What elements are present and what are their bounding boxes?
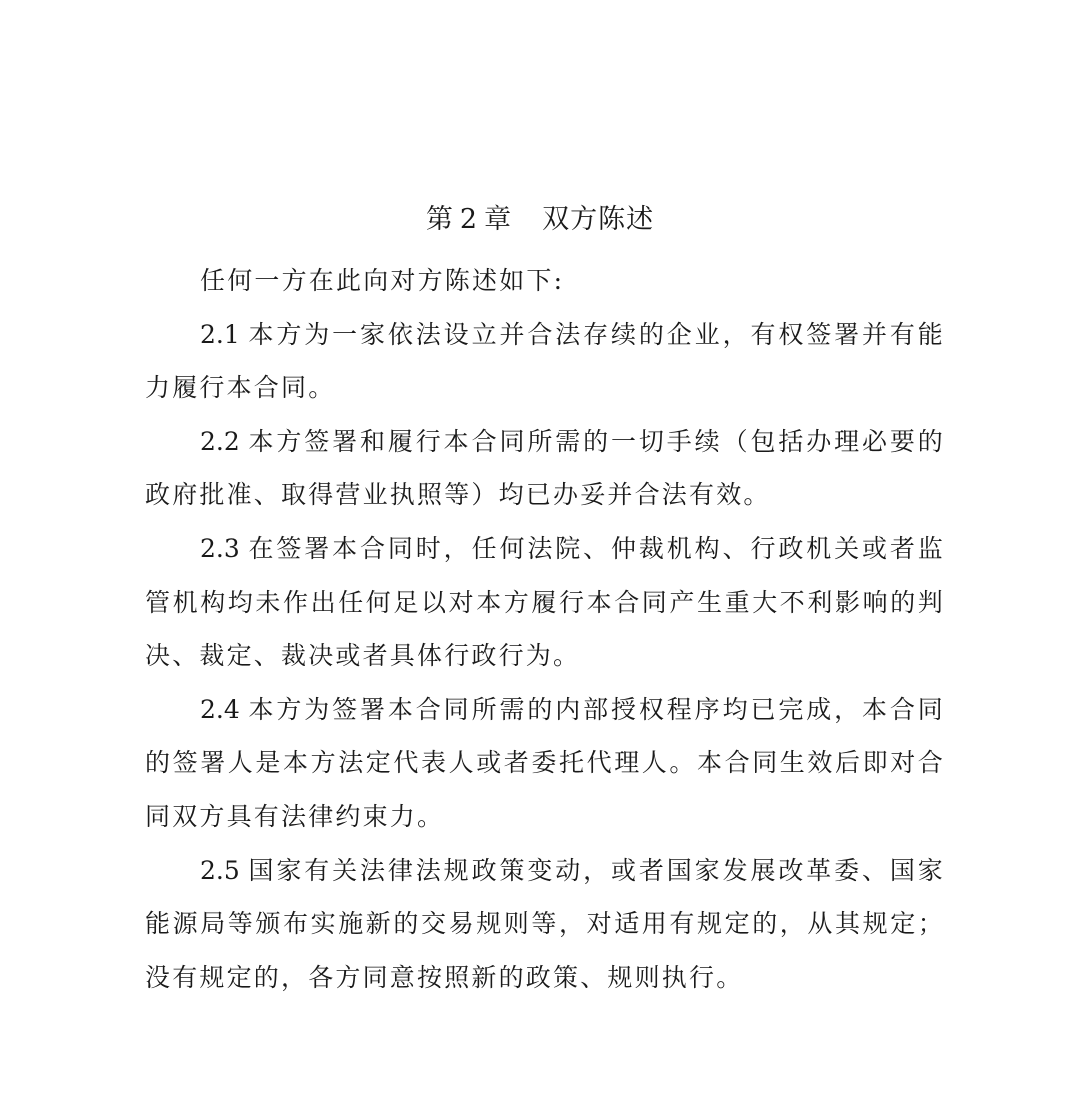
- clause-text: 本方签署和履行本合同所需的一切手续（包括办理必要的政府批准、取得营业执照等）均已办妥并合法有效。: [145, 426, 945, 510]
- clause-number: 2.1: [200, 319, 240, 349]
- chapter-heading: [0, 196, 1080, 244]
- clause-2-2: [145, 415, 945, 522]
- clause-number: 2.2: [200, 426, 240, 456]
- clause-2-5: [145, 844, 945, 1005]
- chapter-suffix: 章: [484, 204, 513, 235]
- intro-paragraph: 任何一方在此向对方陈述如下:: [200, 266, 565, 295]
- clause-text: 本方为签署本合同所需的内部授权程序均已完成，本合同的签署人是本方法定代表人或者委托代理人。本合同生效后即对合同双方具有法律约束力。: [145, 694, 945, 831]
- clause-text: 国家有关法律法规政策变动，或者国家发展改革委、国家能源局等颁布实施新的交易规则等，对适用有规定的，从其规定；没有规定的，各方同意按照新的政策、规则执行。: [145, 855, 945, 992]
- clause-2-3: [145, 522, 945, 683]
- chapter-body: [145, 254, 945, 1004]
- chapter-number: 2: [459, 204, 479, 235]
- clause-number: 2.3: [200, 533, 240, 563]
- clause-2-4: [145, 683, 945, 844]
- chapter-title: 双方陈述: [542, 204, 655, 235]
- clause-text: 在签署本合同时，任何法院、仲裁机构、行政机关或者监管机构均未作出任何足以对本方履行本合同产生重大不利影响的判决、裁定、裁决或者具体行政行为。: [145, 533, 945, 671]
- clause-number: 2.4: [200, 694, 240, 724]
- clause-number: 2.5: [200, 855, 240, 885]
- clause-text: 本方为一家依法设立并合法存续的企业，有权签署并有能力履行本合同。: [145, 319, 945, 403]
- chapter-prefix: 第: [425, 204, 454, 235]
- clause-2-1: [145, 308, 945, 415]
